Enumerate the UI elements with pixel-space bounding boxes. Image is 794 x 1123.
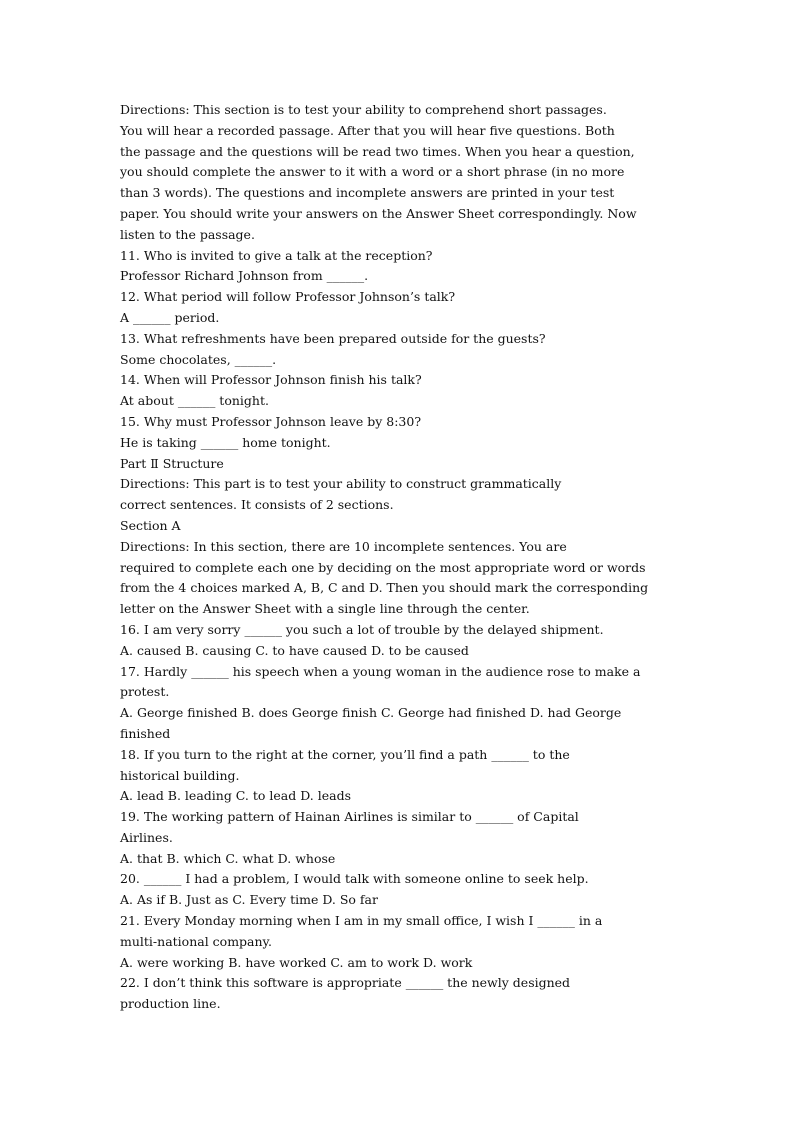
question-line: 18. If you turn to the right at the corner, you’ll find a path ______ to the [120,746,570,762]
directions-line: required to complete each one by deciding on the most appropriate word or words [120,559,646,575]
choices-line: A. caused B. causing C. to have caused D. to be caused [120,642,469,658]
question-line: protest. [120,684,170,700]
answer-line: Professor Richard Johnson from ______. [120,268,369,284]
directions-line: listen to the passage. [120,226,255,242]
answer-line: A ______ period. [120,309,220,325]
directions-line: correct sentences. It consists of 2 sections. [120,497,394,513]
choices-line: A. lead B. leading C. to lead D. leads [120,788,351,804]
question-line: multi-national company. [120,933,272,949]
directions-line: than 3 words). The questions and incomplete answers are printed in your test [120,185,615,201]
directions-line: the passage and the questions will be read two times. When you hear a question, [120,143,635,159]
directions-line: Directions: This section is to test your ability to comprehend short passages. [120,102,607,117]
question-line: 20. ______ I had a problem, I would talk with someone online to seek help. [120,871,589,887]
question-line: 11. Who is invited to give a talk at the reception? [120,247,433,263]
directions-line: paper. You should write your answers on the Answer Sheet correspondingly. Now [120,205,637,221]
question-line: 22. I don’t think this software is appropriate ______ the newly designed [120,975,571,991]
section-heading: Section A [120,517,181,533]
choices-line: A. As if B. Just as C. Every time D. So far [120,892,378,908]
directions-line: letter on the Answer Sheet with a single line through the center. [120,601,530,617]
question-line: 15. Why must Professor Johnson leave by 8:30? [120,413,422,429]
choices-line: A. were working B. have worked C. am to work D. work [120,954,473,970]
question-line: 19. The working pattern of Hainan Airlines is similar to ______ of Capital [120,809,579,825]
question-line: Airlines. [120,829,173,845]
answer-line: Some chocolates, ______. [120,351,277,367]
answer-line: He is taking ______ home tonight. [120,434,331,450]
question-line: 13. What refreshments have been prepared outside for the guests? [120,330,546,346]
directions-line: Directions: In this section, there are 10 incomplete sentences. You are [120,538,567,554]
directions-line: Directions: This part is to test your ability to construct grammatically [120,476,562,492]
question-line: production line. [120,996,221,1012]
answer-line: At about ______ tonight. [120,393,269,409]
choices-line: A. that B. which C. what D. whose [120,850,336,866]
document-page [120,100,680,1015]
question-line: 17. Hardly ______ his speech when a young woman in the audience rose to make a [120,663,641,679]
question-line: 12. What period will follow Professor Johnson’s talk? [120,289,456,305]
part-heading: Part Ⅱ Structure [120,455,224,471]
directions-line: You will hear a recorded passage. After that you will hear five questions. Both [120,122,615,138]
choices-line: finished [120,725,171,741]
question-line: 16. I am very sorry ______ you such a lot of trouble by the delayed shipment. [120,621,604,637]
directions-line: from the 4 choices marked A, B, C and D. Then you should mark the corresponding [120,580,649,596]
question-line: historical building. [120,767,240,783]
choices-line: A. George finished B. does George finish C. George had finished D. had George [120,705,622,721]
question-line: 14. When will Professor Johnson finish his talk? [120,372,422,388]
directions-line: you should complete the answer to it with a word or a short phrase (in no more [120,164,625,180]
question-line: 21. Every Monday morning when I am in my small office, I wish I ______ in a [120,913,603,929]
